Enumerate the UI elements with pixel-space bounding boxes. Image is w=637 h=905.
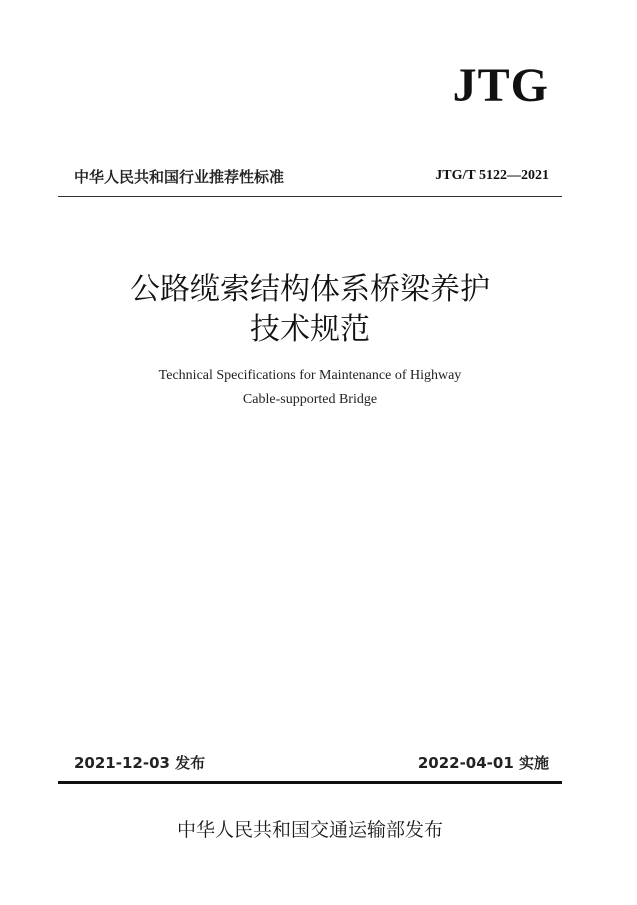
footer-divider: [58, 781, 562, 784]
jtg-logo: JTG: [452, 59, 549, 112]
english-title-line-1: Technical Specifications for Maintenance of Highway: [158, 368, 462, 383]
chinese-title-line-1: 公路缆索结构体系桥梁养护: [130, 272, 490, 307]
chinese-title: [0, 270, 620, 350]
standard-type: 中华人民共和国行业推荐性标准: [74, 168, 285, 186]
publisher: 中华人民共和国交通运输部发布: [176, 819, 443, 841]
chinese-title-line-2: 技术规范: [250, 312, 370, 347]
header-divider: [58, 196, 562, 197]
english-title: [0, 364, 620, 412]
issue-date: 2021-12-03 发布: [74, 754, 206, 772]
effective-date: 2022-04-01 实施: [417, 754, 549, 772]
standard-code: JTG/T 5122—2021: [435, 168, 549, 183]
english-title-line-2: Cable-supported Bridge: [242, 392, 378, 407]
